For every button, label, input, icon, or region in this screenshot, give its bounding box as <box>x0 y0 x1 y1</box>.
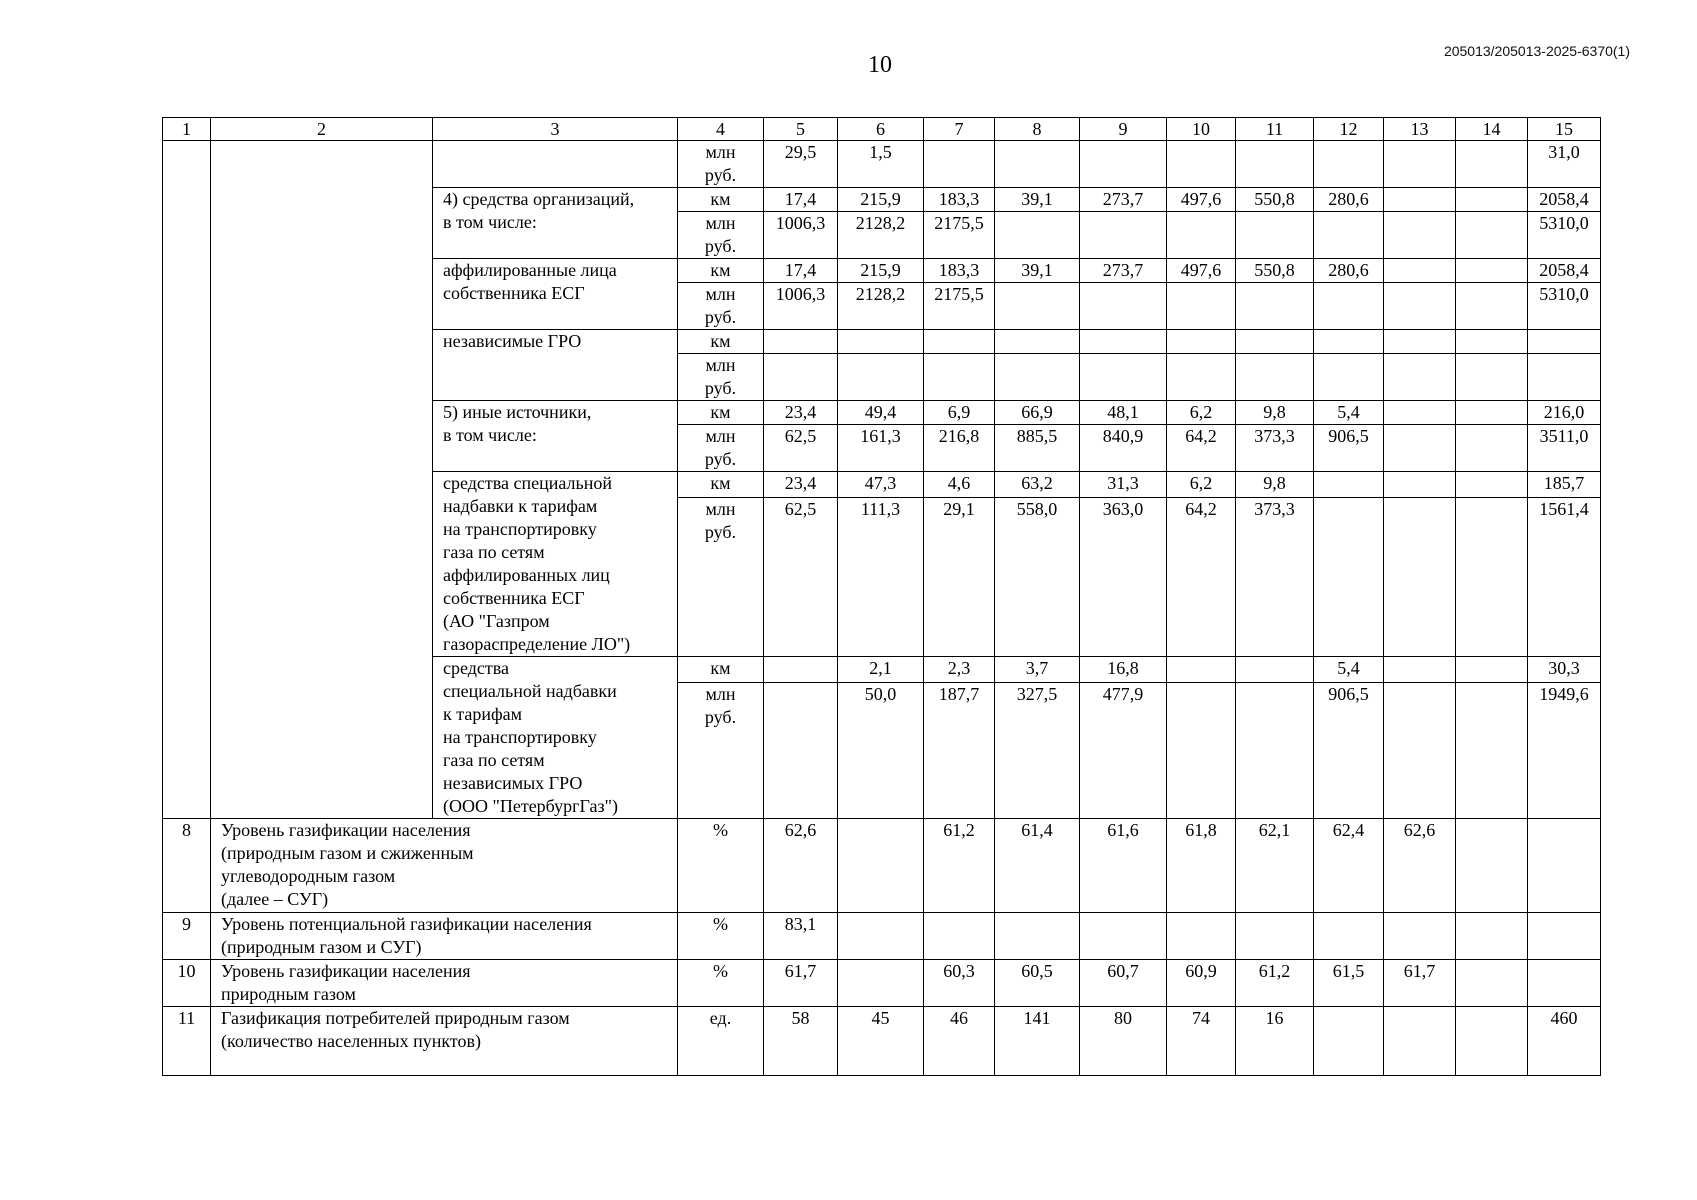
value-cell: 62,5 <box>764 497 838 656</box>
value-cell: 216,0 <box>1528 401 1601 425</box>
value-cell: 187,7 <box>924 682 995 818</box>
value-cell: 60,7 <box>1080 960 1167 1007</box>
source-label-line: 4) средства организаций, <box>443 189 635 209</box>
value-cell <box>1456 188 1528 212</box>
unit-cell: км <box>678 188 764 212</box>
value-cell <box>1528 913 1601 960</box>
unit-text: млн <box>705 683 736 704</box>
value-cell <box>838 354 924 401</box>
value-cell: 2,3 <box>924 657 995 683</box>
table-row <box>163 960 1601 1007</box>
source-label-line: надбавки к тарифам <box>443 496 598 516</box>
column-header: 11 <box>1236 118 1314 141</box>
value-cell <box>1314 141 1384 188</box>
column-header: 5 <box>764 118 838 141</box>
value-cell: 29,1 <box>924 497 995 656</box>
value-cell <box>1384 354 1456 401</box>
value-cell: 2058,4 <box>1528 259 1601 283</box>
value-cell: 5310,0 <box>1528 212 1601 259</box>
value-cell: 83,1 <box>764 913 838 960</box>
value-cell <box>1456 913 1528 960</box>
value-cell: 885,5 <box>995 425 1080 472</box>
value-cell <box>1456 283 1528 330</box>
value-cell: 5,4 <box>1314 401 1384 425</box>
table-row <box>163 141 1601 188</box>
data-table <box>162 117 1601 1076</box>
unit-text: руб. <box>704 165 737 185</box>
source-label-line: собственника ЕСГ <box>443 283 585 303</box>
column-header: 9 <box>1080 118 1167 141</box>
unit-cell <box>678 682 764 818</box>
value-cell: 477,9 <box>1080 682 1167 818</box>
value-cell <box>1167 330 1236 354</box>
unit-cell: ед. <box>678 1007 764 1076</box>
value-cell: 550,8 <box>1236 259 1314 283</box>
value-cell <box>764 330 838 354</box>
value-cell: 61,2 <box>924 819 995 913</box>
source-label <box>433 401 678 472</box>
value-cell: 61,7 <box>1384 960 1456 1007</box>
source-label-line: на транспортировку <box>443 727 597 747</box>
source-label-line: независимых ГРО <box>443 773 583 793</box>
value-cell: 2058,4 <box>1528 188 1601 212</box>
value-cell <box>1456 425 1528 472</box>
value-cell: 46 <box>924 1007 995 1076</box>
value-cell: 62,1 <box>1236 819 1314 913</box>
value-cell: 62,6 <box>1384 819 1456 913</box>
value-cell <box>1456 212 1528 259</box>
value-cell: 3,7 <box>995 657 1080 683</box>
unit-text: руб. <box>704 521 737 542</box>
source-label <box>433 657 678 819</box>
source-label <box>433 330 678 401</box>
value-cell: 363,0 <box>1080 497 1167 656</box>
unit-text: млн <box>705 213 736 233</box>
column-header: 7 <box>924 118 995 141</box>
value-cell: 2175,5 <box>924 283 995 330</box>
value-cell: 31,3 <box>1080 472 1167 498</box>
value-cell: 5310,0 <box>1528 283 1601 330</box>
column-header: 14 <box>1456 118 1528 141</box>
value-cell <box>1167 212 1236 259</box>
value-cell <box>1456 401 1528 425</box>
unit-text: руб. <box>704 236 737 256</box>
value-cell: 6,2 <box>1167 401 1236 425</box>
indicator-label <box>211 913 678 960</box>
value-cell: 39,1 <box>995 259 1080 283</box>
value-cell <box>1236 913 1314 960</box>
table-row <box>163 1007 1601 1076</box>
value-cell <box>1314 283 1384 330</box>
value-cell: 50,0 <box>838 682 924 818</box>
unit-text: млн <box>705 498 736 519</box>
value-cell <box>1167 913 1236 960</box>
value-cell: 48,1 <box>1080 401 1167 425</box>
source-label-line: к тарифам <box>443 704 522 724</box>
value-cell: 215,9 <box>838 259 924 283</box>
unit-text: руб. <box>704 378 737 398</box>
indicator-number: 9 <box>163 913 211 960</box>
source-label-line: специальной надбавки <box>443 681 617 701</box>
value-cell <box>1080 913 1167 960</box>
source-label-line: аффилированные лица <box>443 260 617 280</box>
value-cell <box>1384 425 1456 472</box>
indicator-label-line: Газификация потребителей природным газом <box>221 1008 570 1028</box>
source-label <box>433 259 678 330</box>
unit-cell <box>678 283 764 330</box>
value-cell: 460 <box>1528 1007 1601 1076</box>
value-cell: 215,9 <box>838 188 924 212</box>
indicator-cell <box>211 141 433 819</box>
column-header: 8 <box>995 118 1080 141</box>
unit-text: млн <box>705 142 736 162</box>
value-cell <box>1314 913 1384 960</box>
column-header: 2 <box>211 118 433 141</box>
value-cell <box>838 960 924 1007</box>
indicator-label-line: Уровень газификации населения <box>221 820 471 840</box>
value-cell: 273,7 <box>1080 188 1167 212</box>
indicator-label-line: Уровень потенциальной газификации населения <box>221 914 592 934</box>
value-cell: 550,8 <box>1236 188 1314 212</box>
value-cell: 185,7 <box>1528 472 1601 498</box>
value-cell <box>1384 657 1456 683</box>
value-cell: 2128,2 <box>838 283 924 330</box>
value-cell: 29,5 <box>764 141 838 188</box>
unit-text: млн <box>705 355 736 375</box>
table-row <box>163 913 1601 960</box>
value-cell: 3511,0 <box>1528 425 1601 472</box>
value-cell: 2128,2 <box>838 212 924 259</box>
value-cell: 49,4 <box>838 401 924 425</box>
value-cell: 497,6 <box>1167 259 1236 283</box>
column-header: 6 <box>838 118 924 141</box>
document-id: 205013/205013-2025-6370(1) <box>1443 43 1630 59</box>
value-cell: 61,6 <box>1080 819 1167 913</box>
value-cell <box>838 819 924 913</box>
indicator-number: 8 <box>163 819 211 913</box>
value-cell: 66,9 <box>995 401 1080 425</box>
value-cell <box>1384 188 1456 212</box>
value-cell <box>838 330 924 354</box>
value-cell <box>1456 330 1528 354</box>
value-cell <box>995 212 1080 259</box>
indicator-label <box>211 960 678 1007</box>
value-cell <box>995 141 1080 188</box>
source-label-line: (АО "Газпром <box>443 611 550 631</box>
value-cell <box>995 330 1080 354</box>
unit-text: руб. <box>704 706 737 727</box>
column-header: 1 <box>163 118 211 141</box>
source-label-line: газа по сетям <box>443 750 545 770</box>
indicator-label <box>211 1007 678 1076</box>
value-cell: 17,4 <box>764 259 838 283</box>
unit-cell <box>678 141 764 188</box>
indicator-label-line: Уровень газификации населения <box>221 961 471 981</box>
value-cell <box>1456 1007 1528 1076</box>
value-cell: 80 <box>1080 1007 1167 1076</box>
value-cell <box>1384 330 1456 354</box>
value-cell <box>1236 212 1314 259</box>
value-cell <box>764 682 838 818</box>
value-cell: 61,2 <box>1236 960 1314 1007</box>
source-cell <box>433 141 678 188</box>
value-cell <box>1456 819 1528 913</box>
value-cell <box>1314 330 1384 354</box>
source-label-line: газораспределение ЛО") <box>443 634 631 654</box>
value-cell: 161,3 <box>838 425 924 472</box>
source-label-line: в том числе: <box>443 425 537 445</box>
value-cell <box>1384 682 1456 818</box>
value-cell: 45 <box>838 1007 924 1076</box>
unit-cell <box>678 212 764 259</box>
source-label-line: (ООО "ПетербургГаз") <box>443 796 618 816</box>
indicator-label-line: (количество населенных пунктов) <box>221 1031 481 1051</box>
table-row <box>163 819 1601 913</box>
value-cell <box>1080 330 1167 354</box>
value-cell <box>924 330 995 354</box>
value-cell <box>1384 283 1456 330</box>
source-label-line: газа по сетям <box>443 542 545 562</box>
value-cell: 47,3 <box>838 472 924 498</box>
value-cell <box>1236 682 1314 818</box>
value-cell <box>995 913 1080 960</box>
unit-cell <box>678 354 764 401</box>
value-cell: 1006,3 <box>764 283 838 330</box>
unit-cell <box>678 497 764 656</box>
value-cell <box>1236 330 1314 354</box>
value-cell: 4,6 <box>924 472 995 498</box>
column-header: 13 <box>1384 118 1456 141</box>
num-cell <box>163 141 211 819</box>
value-cell: 60,3 <box>924 960 995 1007</box>
value-cell <box>1384 141 1456 188</box>
value-cell <box>1167 682 1236 818</box>
value-cell <box>1456 354 1528 401</box>
value-cell <box>1456 497 1528 656</box>
indicator-label-line: (природным газом и СУГ) <box>221 937 422 957</box>
value-cell: 6,9 <box>924 401 995 425</box>
value-cell: 373,3 <box>1236 425 1314 472</box>
value-cell <box>1384 1007 1456 1076</box>
source-label-line: средства специальной <box>443 473 612 493</box>
value-cell <box>1384 212 1456 259</box>
value-cell <box>924 913 995 960</box>
value-cell <box>1384 497 1456 656</box>
value-cell: 62,5 <box>764 425 838 472</box>
indicator-label-line: (природным газом и сжиженным <box>221 843 474 863</box>
value-cell: 31,0 <box>1528 141 1601 188</box>
value-cell <box>1456 472 1528 498</box>
column-header: 15 <box>1528 118 1601 141</box>
value-cell: 23,4 <box>764 472 838 498</box>
value-cell: 6,2 <box>1167 472 1236 498</box>
page-number: 10 <box>868 52 892 78</box>
source-label-line: 5) иные источники, <box>443 402 592 422</box>
value-cell: 183,3 <box>924 259 995 283</box>
value-cell: 39,1 <box>995 188 1080 212</box>
indicator-label-line: (далее – СУГ) <box>221 889 329 909</box>
value-cell: 60,9 <box>1167 960 1236 1007</box>
value-cell <box>1167 354 1236 401</box>
indicator-number: 11 <box>163 1007 211 1076</box>
value-cell: 9,8 <box>1236 401 1314 425</box>
source-label <box>433 472 678 657</box>
value-cell: 62,4 <box>1314 819 1384 913</box>
value-cell <box>1080 212 1167 259</box>
source-label-line: собственника ЕСГ <box>443 588 585 608</box>
indicator-label-line: природным газом <box>221 984 356 1004</box>
value-cell: 497,6 <box>1167 188 1236 212</box>
value-cell: 17,4 <box>764 188 838 212</box>
value-cell: 141 <box>995 1007 1080 1076</box>
value-cell <box>1167 141 1236 188</box>
value-cell: 2175,5 <box>924 212 995 259</box>
value-cell <box>1384 401 1456 425</box>
column-header: 3 <box>433 118 678 141</box>
unit-text: млн <box>705 426 736 446</box>
value-cell: 61,5 <box>1314 960 1384 1007</box>
column-header: 4 <box>678 118 764 141</box>
value-cell: 840,9 <box>1080 425 1167 472</box>
value-cell <box>764 657 838 683</box>
unit-cell <box>678 425 764 472</box>
value-cell <box>1456 682 1528 818</box>
value-cell <box>924 141 995 188</box>
unit-text: руб. <box>704 449 737 469</box>
value-cell: 16,8 <box>1080 657 1167 683</box>
column-header: 12 <box>1314 118 1384 141</box>
value-cell <box>1314 354 1384 401</box>
value-cell: 60,5 <box>995 960 1080 1007</box>
unit-cell: % <box>678 913 764 960</box>
value-cell: 906,5 <box>1314 425 1384 472</box>
value-cell: 61,7 <box>764 960 838 1007</box>
value-cell: 61,8 <box>1167 819 1236 913</box>
value-cell: 280,6 <box>1314 259 1384 283</box>
value-cell: 63,2 <box>995 472 1080 498</box>
value-cell <box>1528 354 1601 401</box>
value-cell <box>1080 354 1167 401</box>
value-cell <box>1080 283 1167 330</box>
value-cell: 273,7 <box>1080 259 1167 283</box>
value-cell: 1006,3 <box>764 212 838 259</box>
value-cell <box>1236 354 1314 401</box>
unit-cell: км <box>678 472 764 498</box>
value-cell <box>1384 259 1456 283</box>
value-cell: 183,3 <box>924 188 995 212</box>
value-cell: 61,4 <box>995 819 1080 913</box>
source-label-line: на транспортировку <box>443 519 597 539</box>
value-cell <box>1456 141 1528 188</box>
value-cell: 23,4 <box>764 401 838 425</box>
value-cell <box>1456 259 1528 283</box>
value-cell <box>1167 657 1236 683</box>
value-cell: 327,5 <box>995 682 1080 818</box>
source-label-line: аффилированных лиц <box>443 565 610 585</box>
value-cell <box>1236 657 1314 683</box>
value-cell <box>1528 330 1601 354</box>
unit-cell: км <box>678 401 764 425</box>
source-label <box>433 188 678 259</box>
value-cell <box>1384 472 1456 498</box>
value-cell: 906,5 <box>1314 682 1384 818</box>
unit-text: млн <box>705 284 736 304</box>
value-cell: 216,8 <box>924 425 995 472</box>
value-cell <box>838 913 924 960</box>
value-cell: 1561,4 <box>1528 497 1601 656</box>
value-cell <box>1314 497 1384 656</box>
unit-cell: % <box>678 819 764 913</box>
unit-text: руб. <box>704 307 737 327</box>
value-cell: 1,5 <box>838 141 924 188</box>
value-cell: 1949,6 <box>1528 682 1601 818</box>
value-cell <box>764 354 838 401</box>
value-cell: 373,3 <box>1236 497 1314 656</box>
value-cell: 2,1 <box>838 657 924 683</box>
source-label-line: в том числе: <box>443 212 537 232</box>
value-cell <box>1314 212 1384 259</box>
value-cell <box>1080 141 1167 188</box>
indicator-number: 10 <box>163 960 211 1007</box>
value-cell: 16 <box>1236 1007 1314 1076</box>
unit-cell: км <box>678 657 764 683</box>
table-row <box>163 118 1601 141</box>
indicator-label <box>211 819 678 913</box>
source-label-line: средства <box>443 658 510 678</box>
value-cell: 58 <box>764 1007 838 1076</box>
value-cell <box>924 354 995 401</box>
column-header: 10 <box>1167 118 1236 141</box>
value-cell: 280,6 <box>1314 188 1384 212</box>
value-cell <box>995 283 1080 330</box>
value-cell: 64,2 <box>1167 425 1236 472</box>
value-cell <box>1314 1007 1384 1076</box>
value-cell <box>1236 283 1314 330</box>
value-cell <box>1528 960 1601 1007</box>
value-cell <box>1314 472 1384 498</box>
unit-cell: % <box>678 960 764 1007</box>
value-cell: 30,3 <box>1528 657 1601 683</box>
value-cell: 74 <box>1167 1007 1236 1076</box>
unit-cell: км <box>678 259 764 283</box>
value-cell <box>1528 819 1601 913</box>
unit-cell: км <box>678 330 764 354</box>
value-cell <box>1167 283 1236 330</box>
value-cell: 9,8 <box>1236 472 1314 498</box>
value-cell: 5,4 <box>1314 657 1384 683</box>
indicator-label-line: углеводородным газом <box>221 866 396 886</box>
value-cell <box>995 354 1080 401</box>
value-cell: 111,3 <box>838 497 924 656</box>
value-cell <box>1236 141 1314 188</box>
value-cell: 558,0 <box>995 497 1080 656</box>
value-cell: 62,6 <box>764 819 838 913</box>
source-label-line: независимые ГРО <box>443 331 582 351</box>
value-cell: 64,2 <box>1167 497 1236 656</box>
value-cell <box>1384 913 1456 960</box>
value-cell <box>1456 960 1528 1007</box>
value-cell <box>1456 657 1528 683</box>
